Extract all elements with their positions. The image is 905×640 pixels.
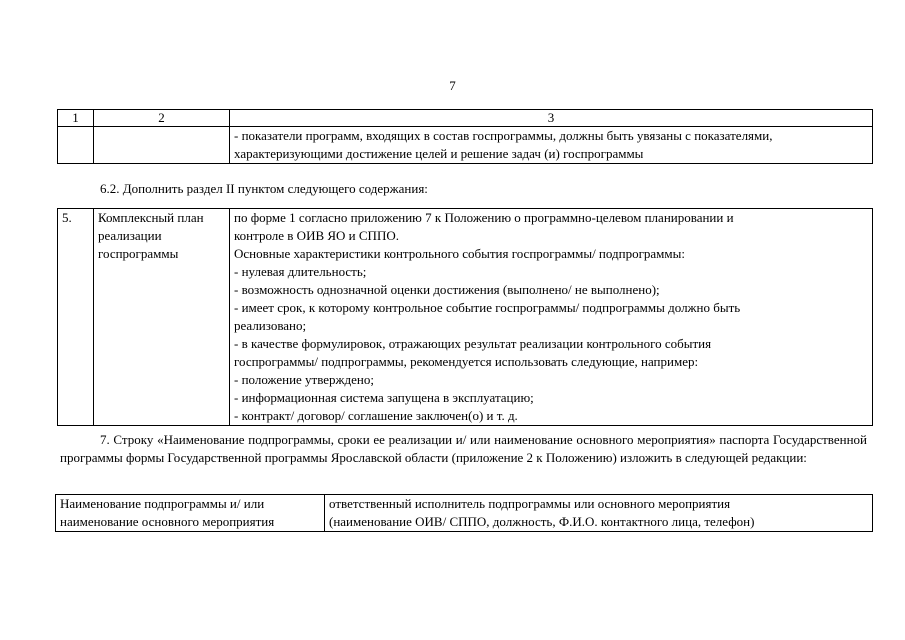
row-value xyxy=(325,495,873,532)
content-line: госпрограммы/ подпрограммы, рекомендуется использовать следующие, например: xyxy=(234,354,699,369)
item-name xyxy=(94,209,230,426)
table-header-row xyxy=(58,110,873,127)
content-line: реализовано; xyxy=(234,318,307,333)
item-name-line: госпрограммы xyxy=(98,246,179,261)
item-name-line: Комплексный план xyxy=(98,210,204,225)
page-number: 7 xyxy=(449,78,456,93)
column-header-3: 3 xyxy=(230,110,873,127)
content-line: - нулевая длительность; xyxy=(234,264,367,279)
row-cell-1 xyxy=(58,127,94,164)
column-header-2: 2 xyxy=(94,110,230,127)
column-header-1: 1 xyxy=(58,110,94,127)
table-row xyxy=(58,209,873,426)
table-row xyxy=(58,127,873,164)
content-line: - в качестве формулировок, отражающих результат реализации контрольного события xyxy=(234,336,712,351)
row-label-line: Наименование подпрограммы и/ или xyxy=(60,496,265,511)
row-value-line: (наименование ОИВ/ СППО, должность, Ф.И.О. контактного лица, телефон) xyxy=(329,514,755,529)
row-label xyxy=(56,495,325,532)
item-name-line: реализации xyxy=(98,228,162,243)
cell-text-line: - показатели программ, входящих в состав госпрограммы, должны быть увязаны с показателями, xyxy=(234,128,773,143)
content-line: - контракт/ договор/ соглашение заключен(о) и т. д. xyxy=(234,408,518,423)
content-line: по форме 1 согласно приложению 7 к Положению о программно-целевом планировании и xyxy=(234,210,734,225)
row-cell-2 xyxy=(94,127,230,164)
content-line: контроле в ОИВ ЯО и СППО. xyxy=(234,228,399,243)
table-row xyxy=(56,495,873,532)
item-number: 5. xyxy=(58,209,94,426)
content-line: - положение утверждено; xyxy=(234,372,374,387)
table-subprogram-row xyxy=(55,494,873,532)
content-line: - информационная система запущена в эксплуатацию; xyxy=(234,390,534,405)
content-line: - имеет срок, к которому контрольное событие госпрограммы/ подпрограммы должно быть xyxy=(234,300,741,315)
table-section-5 xyxy=(57,208,873,426)
row-cell-3 xyxy=(230,127,873,164)
item-content xyxy=(230,209,873,426)
row-value-line: ответственный исполнитель подпрограммы или основного мероприятия xyxy=(329,496,731,511)
paragraph-7: 7. Строку «Наименование подпрограммы, сроки ее реализации и/ или наименование основного мероприятия» паспорта Государственной программы формы Государственной программы Ярославской области (приложение 2 к Положению) изложить в следующей редакции: xyxy=(60,432,867,465)
paragraph-6-2: 6.2. Дополнить раздел II пунктом следующего содержания: xyxy=(100,181,428,196)
content-line: - возможность однозначной оценки достижения (выполнено/ не выполнено); xyxy=(234,282,660,297)
row-label-line: наименование основного мероприятия xyxy=(60,514,275,529)
content-line: Основные характеристики контрольного события госпрограммы/ подпрограммы: xyxy=(234,246,685,261)
table-column-headers xyxy=(57,109,873,164)
cell-text-line: характеризующими достижение целей и решение задач (и) госпрограммы xyxy=(234,146,644,161)
